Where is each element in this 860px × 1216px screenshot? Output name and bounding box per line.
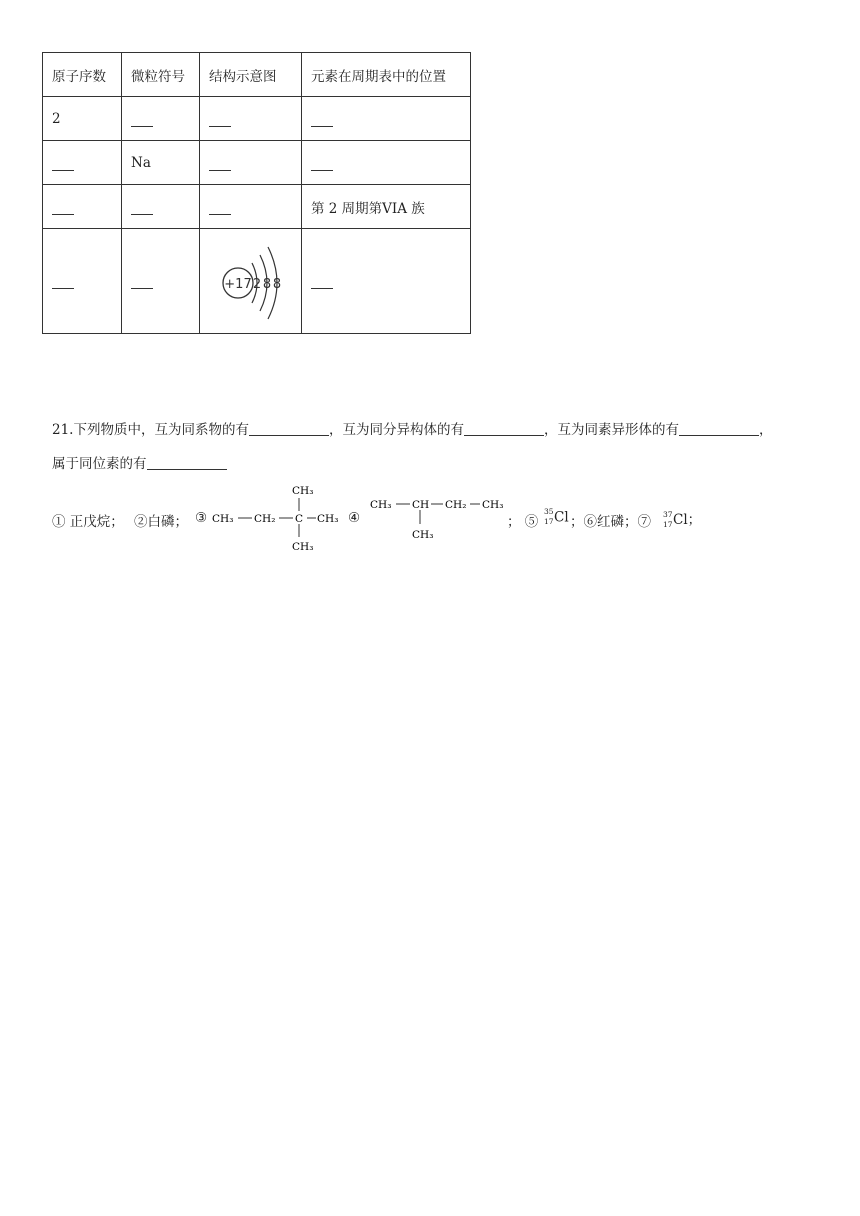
table-header-row	[43, 53, 471, 97]
answer-blank	[200, 97, 302, 141]
answer-blank	[302, 141, 471, 185]
shell-electron-count: 8	[272, 277, 282, 292]
formula-fragment: C	[295, 513, 304, 525]
question-number: 21.	[52, 422, 74, 438]
question-21	[52, 413, 822, 481]
header-position: 元素在周期表中的位置	[302, 53, 471, 97]
shell-electron-count: 8	[262, 277, 272, 292]
isotope-cl-35	[544, 508, 569, 528]
header-atomic-number: 原子序数	[43, 53, 122, 97]
question-text: ，互为同分异构体的有	[328, 422, 464, 438]
table-row	[43, 229, 471, 334]
structure-3	[210, 480, 350, 560]
answer-blank	[200, 185, 302, 229]
option-1: ① 正戊烷；	[52, 514, 124, 530]
formula-fragment: CH₃	[317, 513, 339, 525]
question-text: 属于同位素的有	[52, 456, 147, 472]
answer-blank	[122, 185, 200, 229]
table-cell: Na	[122, 141, 200, 185]
answer-blank	[122, 229, 200, 334]
answer-blank-allotropes	[679, 420, 759, 436]
answer-blank	[43, 229, 122, 334]
question-text: ，互为同素异形体的有	[543, 422, 679, 438]
answer-blank-isotopes	[147, 454, 227, 470]
option-5-label: ； ⑤	[507, 514, 539, 530]
mass-number: 37	[663, 509, 673, 519]
structure-4	[368, 488, 510, 552]
table-row	[43, 141, 471, 185]
options-line	[52, 480, 842, 560]
answer-blank	[43, 141, 122, 185]
answer-blank-homologs	[249, 420, 329, 436]
option-6-7: ；⑥红磷；⑦	[570, 514, 651, 530]
formula-fragment: CH₃	[412, 529, 434, 541]
formula-fragment: CH	[412, 499, 430, 511]
table-row	[43, 185, 471, 229]
table-row	[43, 97, 471, 141]
formula-fragment: CH₃	[212, 513, 234, 525]
formula-fragment: CH₂	[445, 499, 467, 511]
punctuation: ；	[687, 512, 702, 528]
mass-number: 35	[544, 507, 554, 516]
atomic-number: 17	[544, 517, 554, 526]
answer-blank	[302, 97, 471, 141]
question-text: 下列物质中，互为同系物的有	[73, 422, 249, 438]
header-particle-symbol: 微粒符号	[122, 53, 200, 97]
element-symbol: Cl	[673, 512, 688, 528]
nucleus-charge: +17	[224, 277, 252, 292]
answer-blank	[43, 185, 122, 229]
answer-blank	[122, 97, 200, 141]
structure-diagram-cell	[200, 229, 302, 334]
atomic-number: 17	[663, 519, 673, 529]
table-cell: 2	[43, 97, 122, 141]
question-text: ，	[758, 422, 773, 438]
formula-fragment: CH₂	[254, 513, 276, 525]
option-3-label: ③	[195, 510, 208, 526]
option-4-label: ④	[348, 510, 361, 526]
table-cell: 第 2 周期第VIA 族	[302, 185, 471, 229]
answer-blank	[200, 141, 302, 185]
answer-blank	[302, 229, 471, 334]
formula-fragment: CH₃	[292, 485, 314, 497]
element-table	[42, 52, 471, 334]
formula-fragment: CH₃	[292, 541, 314, 553]
atom-structure-diagram	[200, 229, 300, 329]
formula-fragment: CH₃	[370, 499, 392, 511]
option-2: ②白磷；	[134, 514, 188, 530]
element-symbol: Cl	[554, 509, 569, 526]
formula-fragment: CH₃	[482, 499, 504, 511]
answer-blank-isomers	[464, 420, 544, 436]
isotope-cl-37	[663, 508, 701, 531]
shell-electron-count: 2	[252, 277, 262, 292]
header-structure-diagram: 结构示意图	[200, 53, 302, 97]
